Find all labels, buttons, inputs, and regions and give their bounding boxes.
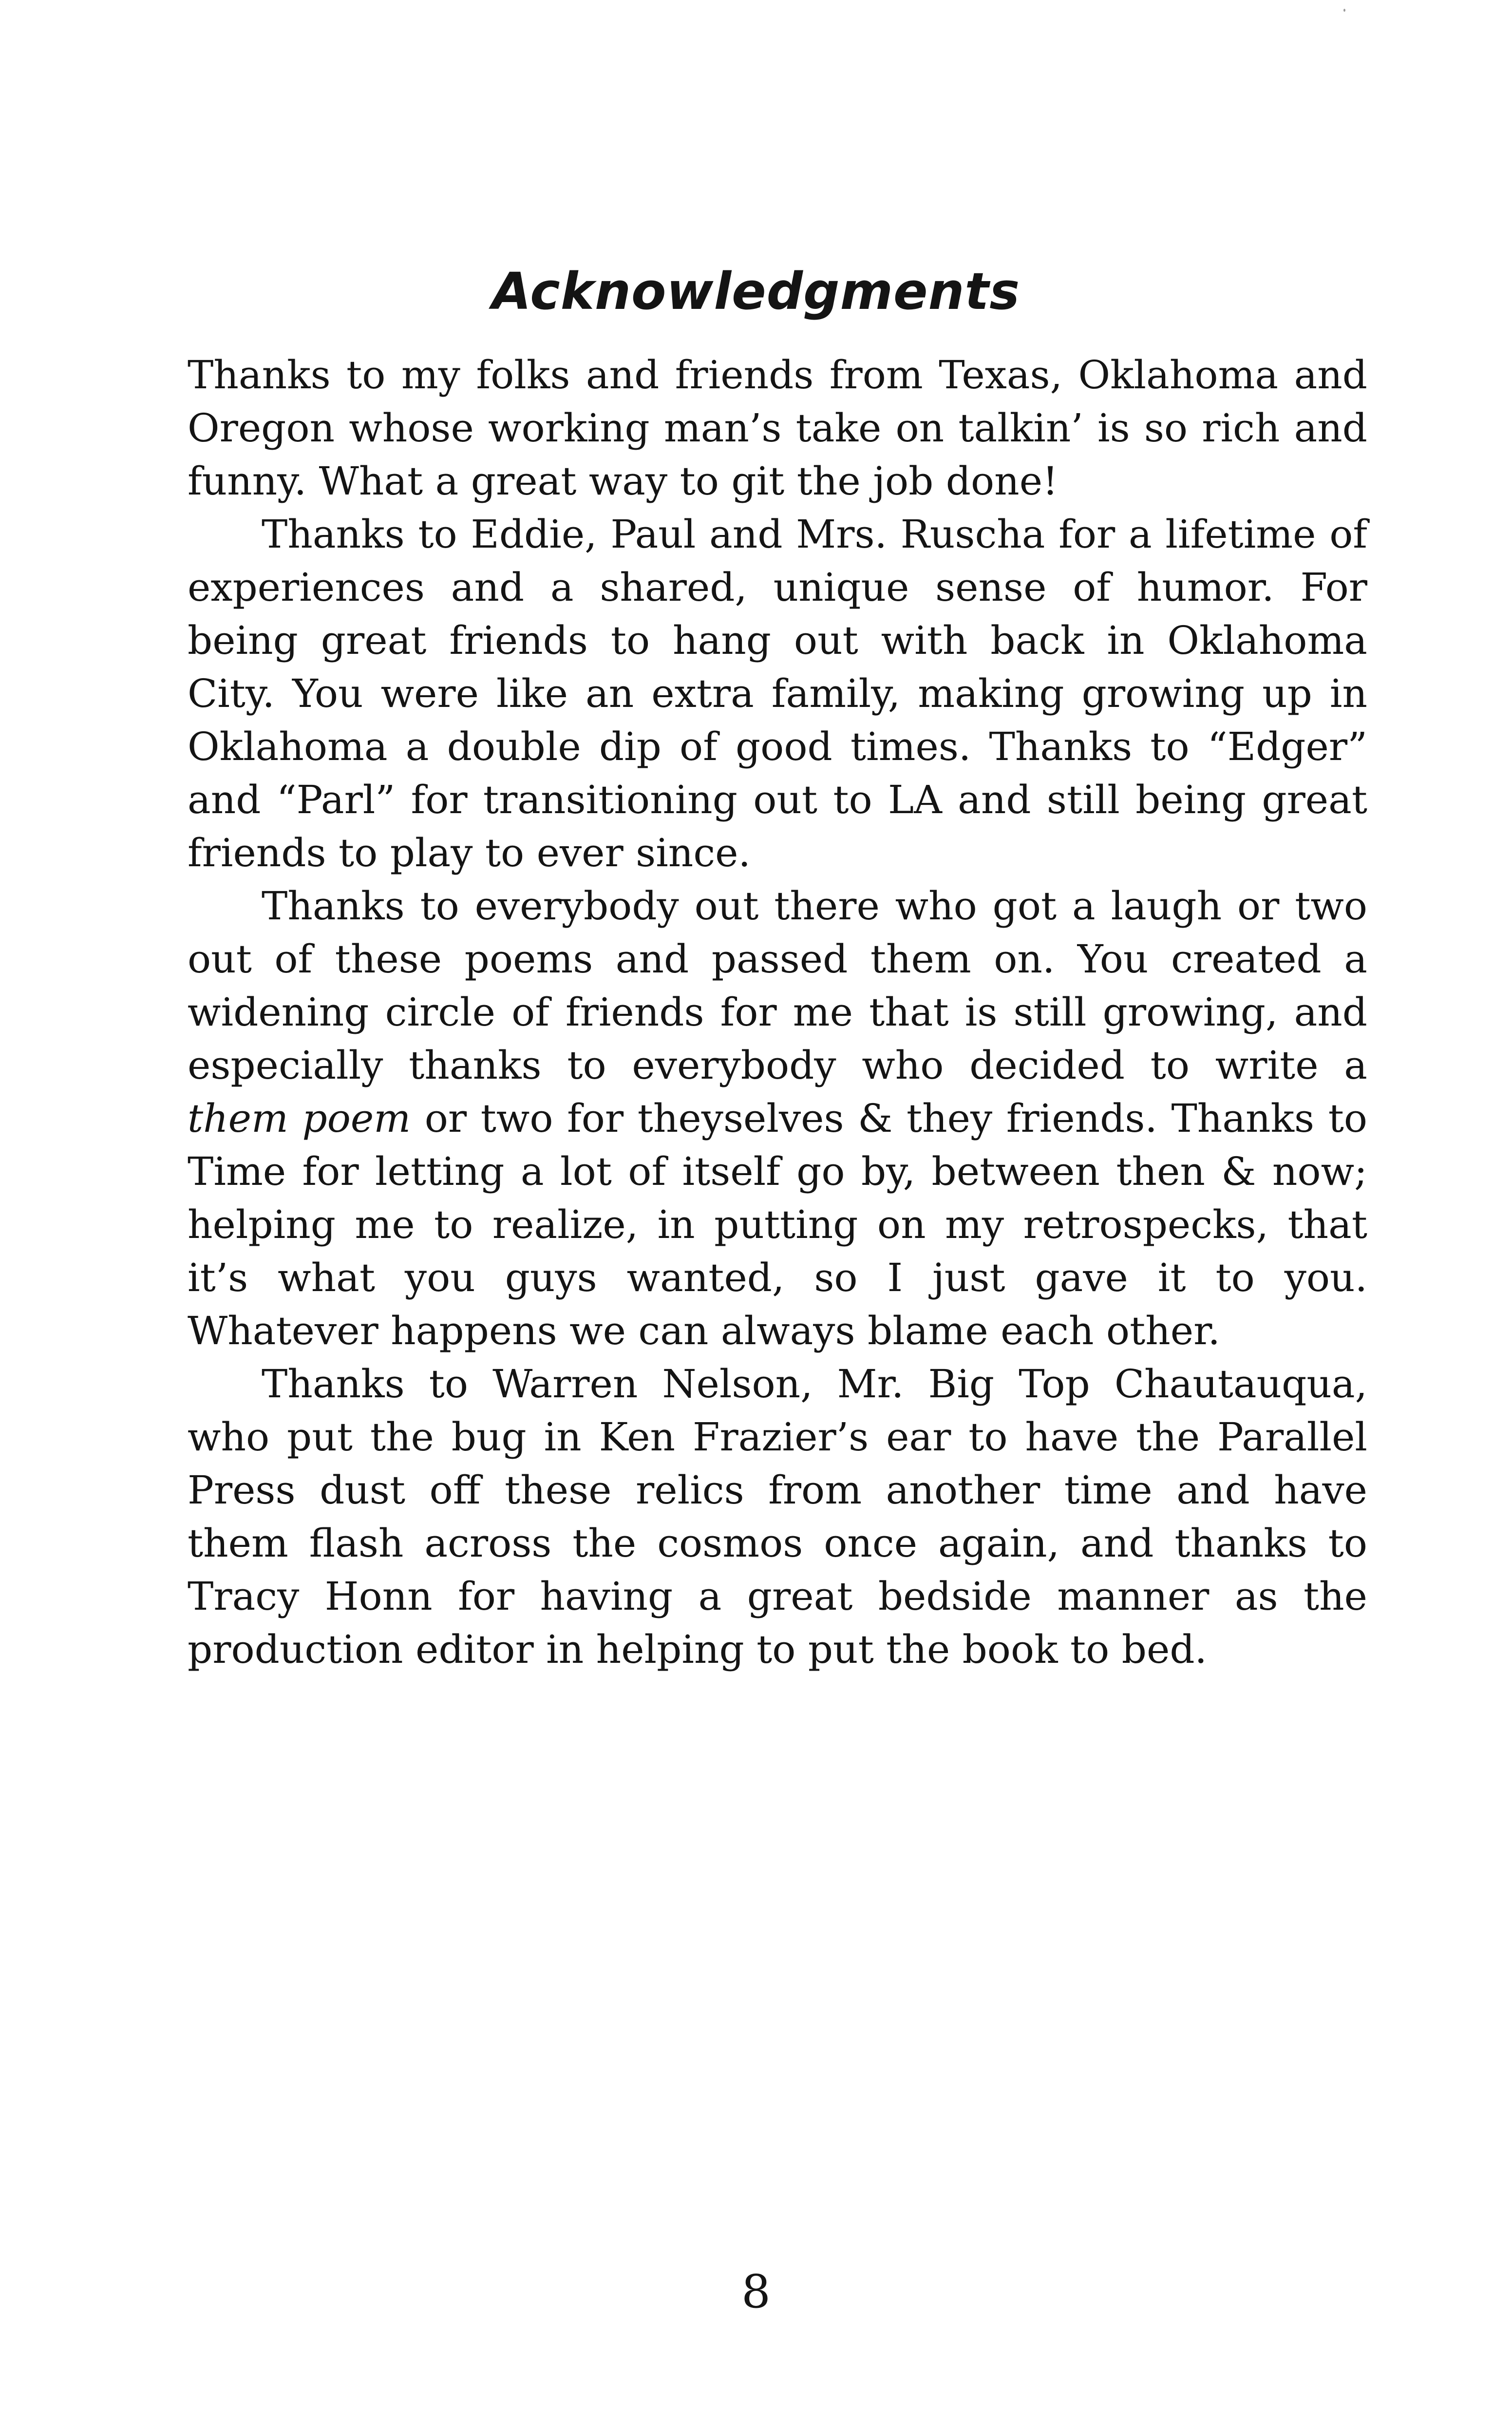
paragraph-3-text-end: or two for theyselves & they friends. Thanks to Time for letting a lot of itself go by, between then & now; helping me to realize, in putting on my retrospecks, that it’s what you guys wanted, so I just gave it to you. Whatever happens we can always blame each other. (188, 1096, 1367, 1353)
paragraph-3 (188, 879, 1367, 1357)
paragraph-4: Thanks to Warren Nelson, Mr. Big Top Chautauqua, who put the bug in Ken Frazier’s ear to have the Parallel Press dust off these relics from another time and have them flash across the cosmos once again, and thanks to Tracy Honn for having a great bedside manner as the production editor in helping to put the book to bed. (188, 1361, 1367, 1672)
paragraph-3-text-start: Thanks to everybody out there who got a laugh or two out of these poems and passed them on. You created a widening circle of friends for me that is still growing, and especially thanks to everybody who decided to write a (188, 883, 1367, 1088)
paragraph-2: Thanks to Eddie, Paul and Mrs. Ruscha for a lifetime of experiences and a shared, unique sense of humor. For being great friends to hang out with back in Oklahoma City. You were like an extra family, making growing up in Oklahoma a double dip of good times. Thanks to “Edger” and “Parl” for transitioning out to LA and still being great friends to play to ever since. (188, 512, 1367, 875)
page-number: 8 (741, 2265, 771, 2319)
emphasized-them-poem: them poem (188, 1096, 411, 1141)
acknowledgments-body (188, 348, 1367, 1676)
page-title: Acknowledgments (491, 261, 1021, 321)
paragraph-1: Thanks to my folks and friends from Texas, Oklahoma and Oregon whose working man’s take on talkin’ is so rich and funny. What a great way to git the job done! (188, 352, 1367, 504)
scan-speck (1343, 9, 1345, 12)
